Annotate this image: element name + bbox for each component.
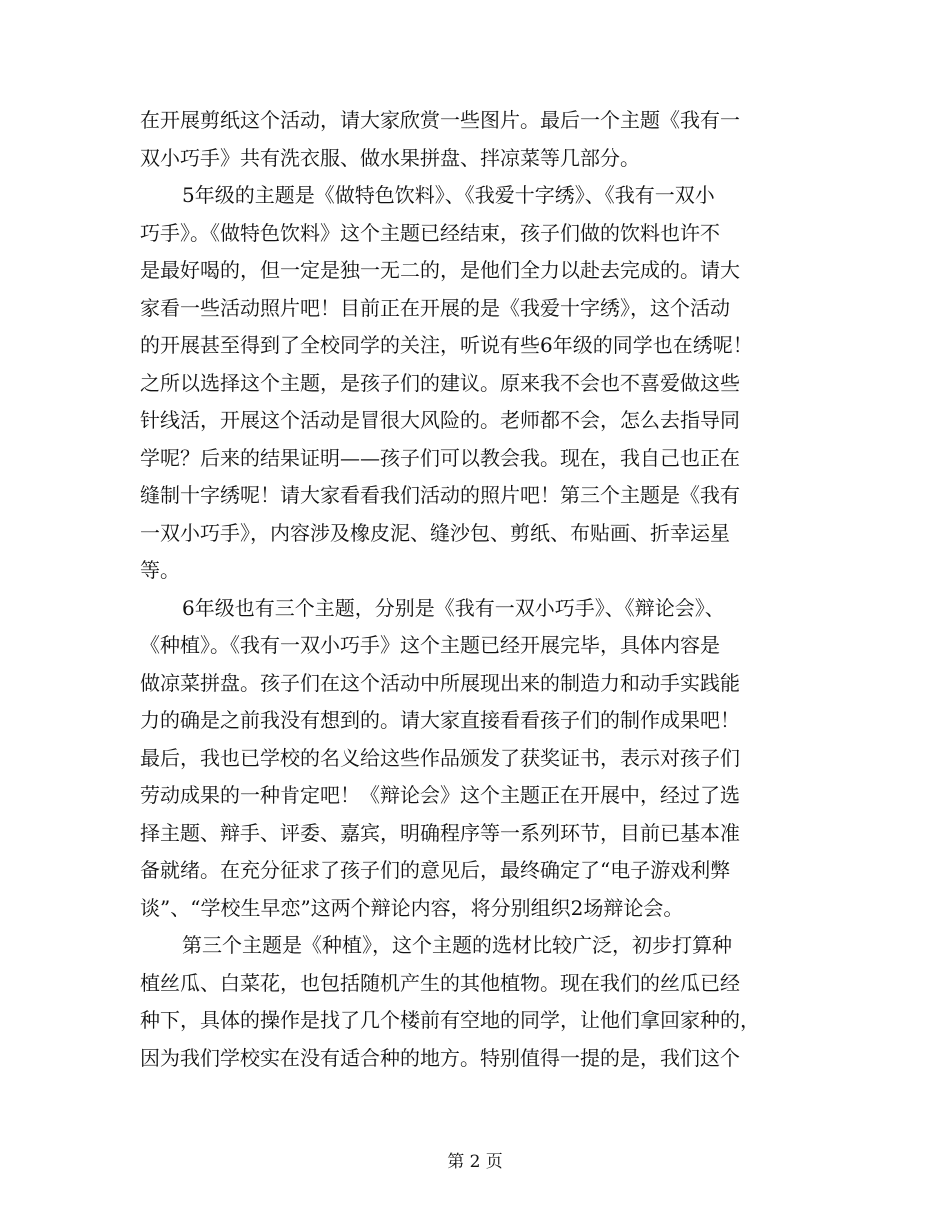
text-line: 最后，我也已学校的名义给这些作品颁发了获奖证书，表示对孩子们 [140,745,740,770]
text-line: 之所以选择这个主题，是孩子们的建议。原来我不会也不喜爱做这些 [140,370,740,395]
text-line: 《种植》。《我有一双小巧手》这个主题已经开展完毕，具体内容是 [140,633,720,657]
text-line: 力的确是之前我没有想到的。请大家直接看看孩子们的制作成果吧！ [140,708,740,732]
text-line: 种下，具体的操作是找了几个楼前有空地的同学，让他们拿回家种的， [140,1008,760,1032]
text-line: 5年级的主题是《做特色饮料》、《我爱十字绣》、《我有一双小 [182,183,715,207]
text-line: 择主题、辩手、评委、嘉宾，明确程序等一系列环节，目前已基本准 [140,820,740,845]
document-body [140,102,812,1077]
text-line: 做凉菜拼盘。孩子们在这个活动中所展现出来的制造力和动手实践能 [140,670,740,695]
text-line: 备就绪。在充分征求了孩子们的意见后，最终确定了“电子游戏利弊 [140,858,731,882]
page-number: 第 2 页 [447,1152,503,1172]
text-line: 6年级也有三个主题，分别是《我有一双小巧手》、《辩论会》、 [182,595,725,620]
text-line: 植丝瓜、白菜花，也包括随机产生的其他植物。现在我们的丝瓜已经 [140,970,740,995]
text-line: 针线活，开展这个活动是冒很大风险的。老师都不会，怎么去指导同 [140,408,740,432]
text-line: 是最好喝的，但一定是独一无二的，是他们全力以赴去完成的。请大 [140,258,740,282]
text-line: 等。 [140,558,180,582]
text-line: 因为我们学校实在没有适合种的地方。特别值得一提的是，我们这个 [140,1045,740,1070]
text-line: 劳动成果的一种肯定吧！《辩论会》这个主题正在开展中，经过了选 [140,783,740,807]
text-line: 第三个主题是《种植》，这个主题的选材比较广泛，初步打算种 [182,933,732,957]
text-line: 家看一些活动照片吧！目前正在开展的是《我爱十字绣》，这个活动 [140,295,730,320]
text-line: 学呢？后来的结果证明——孩子们可以教会我。现在，我自己也正在 [140,445,740,470]
text-line: 的开展甚至得到了全校同学的关注，听说有些6年级的同学也在绣呢！ [140,333,753,357]
text-line: 在开展剪纸这个活动，请大家欣赏一些图片。最后一个主题《我有一 [140,108,740,132]
text-line: 一双小巧手》，内容涉及橡皮泥、缝沙包、剪纸、布贴画、折幸运星 [140,520,730,545]
text-line: 巧手》。《做特色饮料》这个主题已经结束，孩子们做的饮料也许不 [140,220,720,245]
text-line: 谈”、“学校生早恋”这两个辩论内容，将分别组织2场辩论会。 [140,895,684,920]
text-line: 缝制十字绣呢！请大家看看我们活动的照片吧！第三个主题是《我有 [140,483,740,507]
text-line: 双小巧手》共有洗衣服、做水果拼盘、拌凉菜等几部分。 [140,145,640,170]
